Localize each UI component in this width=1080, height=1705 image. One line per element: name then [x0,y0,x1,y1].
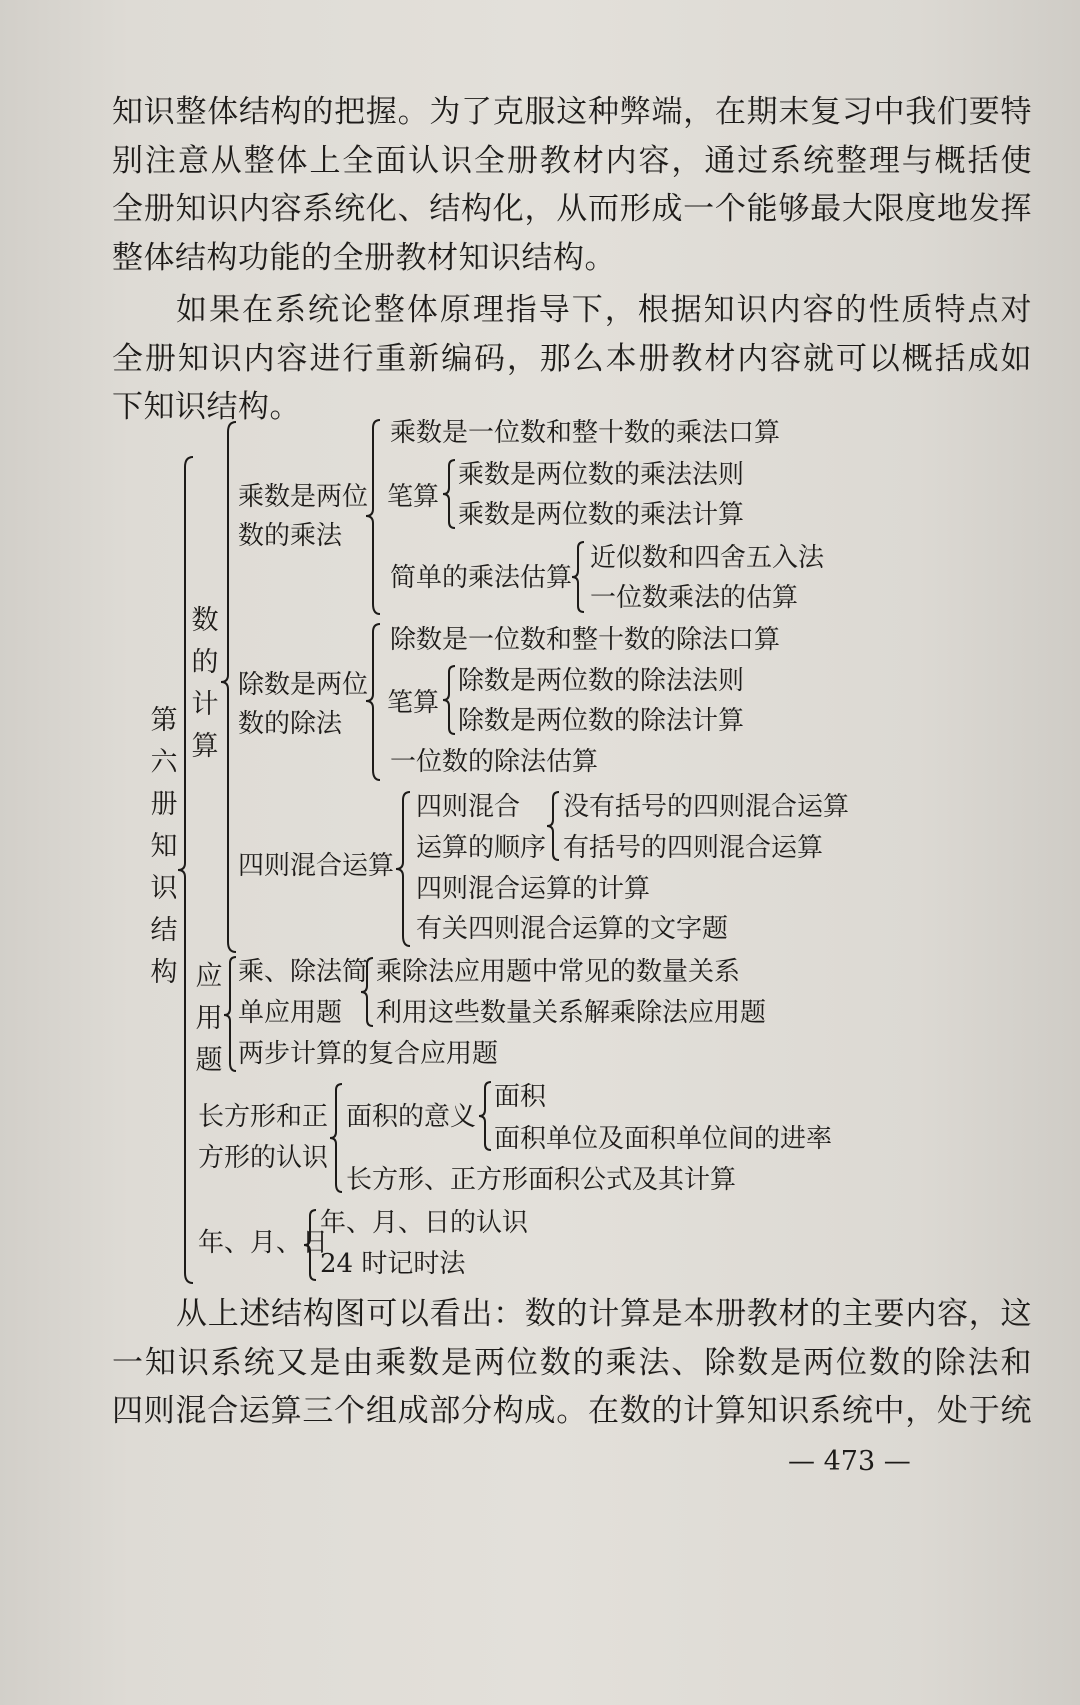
text-line: 整体结构功能的全册教材知识结构。 [112,239,616,276]
mixed-brace [392,790,418,948]
mult-label-2: 数的乘法 [238,521,343,551]
div-label-2: 数的除法 [238,709,343,739]
mixed-paren: 有括号的四则混合运算 [563,833,824,863]
mixed-label: 四则混合运算 [238,851,395,881]
rect-brace [326,1082,348,1194]
root-label: 第六册知识结构 [150,705,178,988]
text-line: 下知识结构。 [112,389,301,425]
text-line: 一知识系统又是由乘数是两位数的乘法、除数是两位数的除法和 [112,1344,1032,1381]
mult-oral: 乘数是一位数和整十数的乘法口算 [390,418,781,448]
app-label: 应用题 [195,961,223,1076]
rect-label-2: 方形的认识 [198,1143,329,1173]
rect-area: 面积 [494,1082,547,1112]
div-written-rule: 除数是两位数的除法法则 [458,666,745,696]
mult-estimate-label: 简单的乘法估算 [390,563,573,593]
app-simple-1: 乘、除法简 [238,957,369,987]
text-line: 全册知识内容系统化、结构化，从而形成一个能够最大限度地发挥 [112,191,1032,227]
text-line: 从上述结构图可以看出：数的计算是本册教材的主要内容，这 [176,1296,1032,1332]
mult-written-label: 笔算 [387,482,440,512]
rect-label-1: 长方形和正 [198,1102,329,1132]
rect-meaning-brace [476,1080,496,1152]
mult-written-brace [440,458,460,530]
num-calc-label: 数的计算 [191,605,219,762]
mult-written-rule: 乘数是两位数的乘法法则 [458,460,745,490]
ymd-label: 年、月、日 [198,1228,329,1258]
app-simple-brace [358,956,378,1028]
rect-formula: 长方形、正方形面积公式及其计算 [346,1165,737,1195]
div-estimate: 一位数的除法估算 [390,747,599,777]
text-line: 四则混合运算三个组成部分构成。在数的计算知识系统中，处于统 [112,1393,1032,1429]
mixed-order-2: 运算的顺序 [416,833,547,863]
ymd-know: 年、月、日的认识 [320,1208,529,1238]
div-oral: 除数是一位数和整十数的除法口算 [390,625,781,655]
mult-brace [362,418,388,616]
mixed-word-problem: 有关四则混合运算的文字题 [416,914,729,944]
mixed-calc: 四则混合运算的计算 [416,874,651,904]
app-solve: 利用这些数量关系解乘除法应用题 [376,998,767,1028]
text-line: 别注意从整体上全面认识全册教材内容，通过系统整理与概括使 [112,142,1032,179]
text-line: 如果在系统论整体原理指导下，根据知识内容的性质特点对 [176,292,1032,328]
intro-paragraph [112,88,1032,282]
mult-one-digit-estimate: 一位数乘法的估算 [590,583,799,613]
page-number: — 473 — [788,1446,911,1477]
app-relation: 乘除法应用题中常见的数量关系 [376,957,741,987]
mult-label-1: 乘数是两位 [238,482,369,512]
closing-paragraph [112,1290,1032,1436]
app-simple-2: 单应用题 [238,998,343,1028]
div-written-label: 笔算 [387,688,440,718]
second-paragraph [112,286,1032,432]
mixed-order-1: 四则混合 [416,792,521,822]
div-brace [362,622,388,782]
mixed-no-paren: 没有括号的四则混合运算 [563,792,850,822]
mult-written-calc: 乘数是两位数的乘法计算 [458,500,745,530]
rect-unit: 面积单位及面积单位间的进率 [494,1124,833,1154]
div-label-1: 除数是两位 [238,670,369,700]
rect-meaning: 面积的意义 [346,1102,477,1132]
div-written-brace [440,664,460,736]
div-written-calc: 除数是两位数的除法计算 [458,706,745,736]
ymd-clock: 24 时记时法 [320,1249,466,1279]
mult-approx: 近似数和四舍五入法 [590,543,825,573]
app-two-step: 两步计算的复合应用题 [238,1039,499,1069]
text-line: 全册知识内容进行重新编码，那么本册教材内容就可以概括成如 [112,340,1032,377]
ymd-brace [300,1208,322,1282]
mixed-order-brace [544,790,564,862]
text-line: 知识整体结构的把握。为了克服这种弊端，在期末复习中我们要特 [112,94,1032,130]
mult-estimate-brace [568,540,590,614]
